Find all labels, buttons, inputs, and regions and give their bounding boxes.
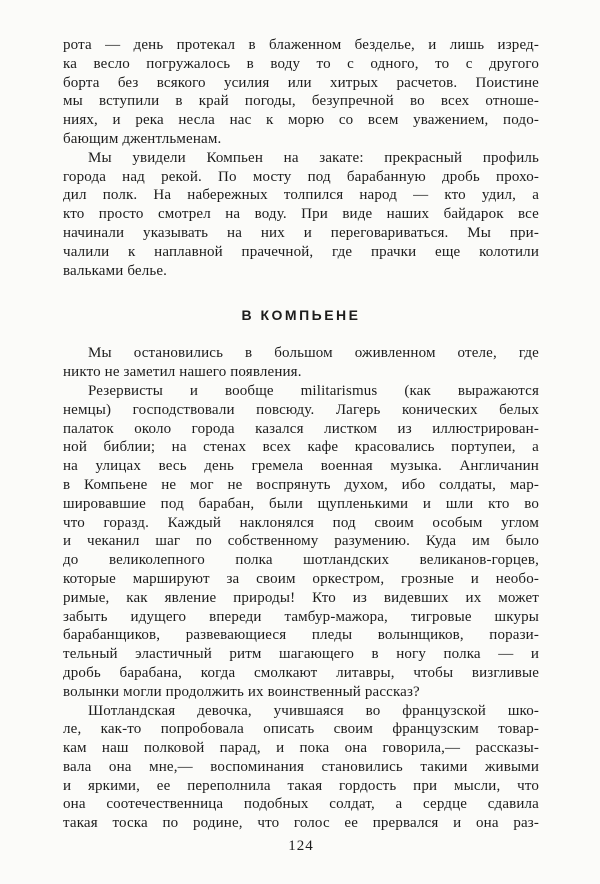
text-line: борта без всякого усилия или хитрых расчетов. Поистине <box>63 74 539 91</box>
text-line: в Компьене не мог не воспрянуть духом, ибо солдаты, мар- <box>63 476 539 493</box>
page-number: 124 <box>288 838 314 855</box>
text-line: начинали указывать на них и переговариваться. Мы при- <box>63 224 539 241</box>
text-line: и чеканил шаг по собственному разумению. Куда им было <box>63 533 539 550</box>
text-line: такая тоска по родине, что голос ее прервался и она раз- <box>63 815 539 832</box>
text-block-bottom <box>63 344 539 833</box>
text-line: тельный эластичный ритм шагающего в ногу полка — и <box>63 646 539 663</box>
text-line: палаток около города казался листком из иллюстрирован- <box>63 420 539 437</box>
text-line: и яркими, ее переполнила такая гордость при мысли, что <box>63 777 539 794</box>
text-line: барабанщиков, развевающиеся пледы волынщиков, порази- <box>63 627 539 644</box>
text-line: забыть идущего впереди тамбур-мажора, тигровые шкуры <box>63 608 539 625</box>
paragraph <box>63 382 539 702</box>
text-line: мы вступили в край погоды, безупречной во всех отноше- <box>63 93 539 110</box>
text-line: города над рекой. По мосту под барабанную дробь прохо- <box>63 168 539 185</box>
text-line: ной библии; на стенах всех кафе красовались портупеи, а <box>63 439 539 456</box>
text-line: Шотландская девочка, учившаяся во французской шко- <box>88 702 539 719</box>
text-line: дил полк. На набережных толпился народ — кто удил, а <box>63 187 539 204</box>
text-line: никто не заметил нашего появления. <box>63 364 302 381</box>
text-line: ниях, и река несла нас к морю со всем уважением, подо- <box>63 112 539 129</box>
text-line: немцы) господствовали повсюду. Лагерь конических белых <box>63 401 539 418</box>
text-line: ле, как-то попробовала описать своим французским товар- <box>63 721 539 738</box>
text-line: вала она мне,— воспоминания становились такими живыми <box>63 758 539 775</box>
text-line: волынки могли продолжить их воинственный рассказ? <box>63 683 420 700</box>
text-line: кам наш полковой парад, и пока она говорила,— рассказы- <box>63 740 539 757</box>
paragraph <box>63 344 539 382</box>
text-block-top <box>63 36 539 280</box>
text-line: дробь барабана, когда смолкают литавры, чтобы визгливые <box>63 664 539 681</box>
text-line: шировавшие под барабан, были щупленькими и шли кто во <box>63 495 539 512</box>
section-heading: В КОМПЬЕНЕ <box>241 307 361 324</box>
text-line: Резервисты и вообще militarismus (как выражаются <box>88 382 539 399</box>
text-line: ка весло погружалось в воду то с одного, то с другого <box>63 55 539 72</box>
text-line: что горазд. Каждый наклонялся под своим особым углом <box>63 514 539 531</box>
text-line: на улицах весь день гремела военная музыка. Англичанин <box>63 458 539 475</box>
text-line: вальками белье. <box>63 262 168 279</box>
text-line: Мы остановились в большом оживленном отеле, где <box>88 345 539 362</box>
text-line: до великолепного полка шотландских великанов-горцев, <box>63 552 539 569</box>
paragraph <box>63 36 539 149</box>
text-line: она соотечественница подобных солдат, а сердце сдавила <box>63 796 539 813</box>
paragraph <box>63 702 539 834</box>
text-line: которые маршируют за своим оркестром, грозные и необо- <box>63 570 539 587</box>
text-line: рота — день протекал в блаженном безделье, и лишь изред- <box>63 37 539 53</box>
text-line: римые, как явление природы! Кто из видевших их может <box>63 589 539 606</box>
text-line: чалили к наплавной прачечной, где прачки еще колотили <box>63 243 539 260</box>
text-line: Мы увидели Компьен на закате: прекрасный профиль <box>88 149 539 166</box>
paragraph <box>63 149 539 281</box>
text-line: бающим джентльменам. <box>63 130 222 147</box>
text-line: кто просто смотрел на воду. При виде наших байдарок все <box>63 206 539 223</box>
